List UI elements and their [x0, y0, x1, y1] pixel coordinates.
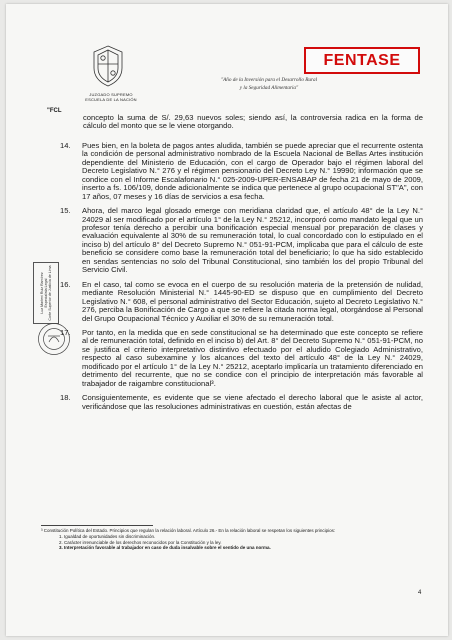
paragraph-number: 18.	[60, 393, 71, 403]
fentase-watermark-logo: FENTASE	[304, 47, 420, 74]
institution-line-2: ESCUELA DE LA NACIÓN	[85, 97, 137, 102]
paragraph-text: Por tanto, en la medida que en sede constitucional se ha determinado que este concepto se refiere al de remuneración total, definido en el inciso b) del Art. 8° del Decreto Supremo N.° 051-91-PCM, no se justifica el criterio interpretativo distintivo efectuado por el aludido Colegiado Administrativo, respecto al caso subexamine y los alcances del texto del artículo 48° de la Ley N.° 24029, modificado por el artículo 1° de la Ley N.° 25212, aceptarlo implicaría un tratamiento diferenciado en detrimento del recurrente, que no se condice con el principio de interpretación más favorable al trabajador de raigambre constitucional³.	[82, 327, 423, 388]
footnote-item-1: 1. Igualdad de oportunidades sin discriminación.	[59, 533, 156, 539]
paragraph-number: 14.	[60, 140, 71, 150]
stamp-line-1: Luz Marleni Ruiz Ramírez	[40, 272, 44, 314]
paragraph-16	[60, 281, 423, 323]
document-page	[6, 4, 448, 636]
footnote-divider	[41, 525, 153, 526]
institution-line-1: JUZGADO SUPREMO	[89, 92, 133, 97]
paragraph-continuation	[83, 114, 423, 131]
paragraph-18	[60, 394, 423, 411]
stamp-line-3: Corte Superior de Justicia de Lima	[48, 265, 52, 321]
paragraph-15	[60, 207, 423, 275]
paragraph-text: concepto la suma de S/. 29,63 nuevos soles; siendo así, la controversia radica en la forma de cálculo del monto que se le viene otorgando.	[83, 113, 423, 131]
footnote	[41, 528, 421, 551]
court-seal-stamp	[37, 322, 71, 356]
footnote-item-3: 3. Interpretación favorable al trabajador en caso de duda insalvable sobre el sentido de una norma.	[59, 545, 271, 551]
year-motto	[174, 76, 364, 92]
coat-of-arms-seal	[88, 44, 128, 88]
footnote-intro: ³ Constitución Política del Estado. Principios que regulan la relación laboral. Artículo 26.- En la relación laboral se respetan los siguientes principios:	[41, 528, 336, 533]
paragraph-text: En el caso, tal como se evoca en el cuerpo de su resolución materia de la pretensión de nulidad, mediante Resolución Ministerial N.° 1445-90-ED se dispuso que en cumplimiento del Decreto Legislativo N.° 608, el personal administrativo del Sector Educación, sujeto al Decreto Legislativo N.° 276, perciba la Bonificación de Cargo a que se refiere la citada norma legal, otorgándose al Personal del Grupo Ocupacional Técnico y Auxiliar el 30% de su remuneración total.	[82, 279, 423, 323]
page-number: 4	[418, 590, 422, 596]
footnote-item-2: 2. Carácter irrenunciable de los derechos reconocidos por la Constitución y la ley.	[59, 539, 222, 545]
stamp-line-2: Especialista Legal	[44, 278, 48, 308]
paragraph-number: 15.	[60, 206, 71, 216]
paragraph-text: Pues bien, en la boleta de pagos antes aludida, también se puede apreciar que el recurrente ostenta la condición de personal administrativo nombrado de la Escuela Nacional de Bellas Artes institución dependiente del Ministerio de Educación, con el cargo de Operador bajo el régimen laboral del Decreto Legislativo N.° 276 y el régimen pensionario del Decreto Ley N.° 19990; información que se condice con el Informe Escalafonario N.° 025-2009-UPER-ENSABAP de fecha 21 de mayo de 2009, inserto a fs. 106/109, donde adicionalmente se indica que pertenece al grupo ocupacional ST"A", con 17 años, 07 meses y 16 días de servicios a esa fecha.	[82, 140, 424, 201]
institution-name	[72, 92, 150, 102]
footnote-items	[59, 534, 421, 551]
paragraph-17	[60, 329, 423, 388]
paragraph-text: Ahora, del marco legal glosado emerge con meridiana claridad que, el artículo 48° de la Ley N.° 24029 al ser modificado por el artículo 1° de la Ley N.° 25212, incorporó como mandato legal que un profesor tenía derecho a percibir una bonificación especial mensual por preparación de clases y evaluación equivalente al 30% de su remuneración total, lo cual concordado con lo estipulado en el inciso b) del artículo 8° del Decreto Supremo N.° 051-91-PCM, implicaba que para el cálculo de este beneficio se considere como base la remuneración total del beneficiario; lo que ha sido establecido en sendas sentencias no solo del Tribunal Constitucional, sino también los del propio Tribunal del Servicio Civil.	[82, 206, 423, 275]
paragraph-number: 17.	[60, 327, 71, 337]
motto-line-2: y la Seguridad Alimentaria"	[239, 85, 299, 91]
specialist-signature-stamp	[33, 262, 59, 324]
paragraph-text: Consiguientemente, es evidente que se viene afectado el derecho laboral que le asiste al actor, verificándose que las resoluciones administrativas en cuestión, están afectas de	[82, 393, 423, 411]
document-code: "FCL	[47, 108, 62, 114]
paragraph-number: 16.	[60, 279, 71, 289]
stamp-text	[40, 265, 52, 320]
paragraph-14	[60, 142, 423, 201]
motto-line-1: "Año de la Inversión para el Desarrollo Rural	[220, 77, 318, 83]
document-body	[60, 114, 423, 417]
